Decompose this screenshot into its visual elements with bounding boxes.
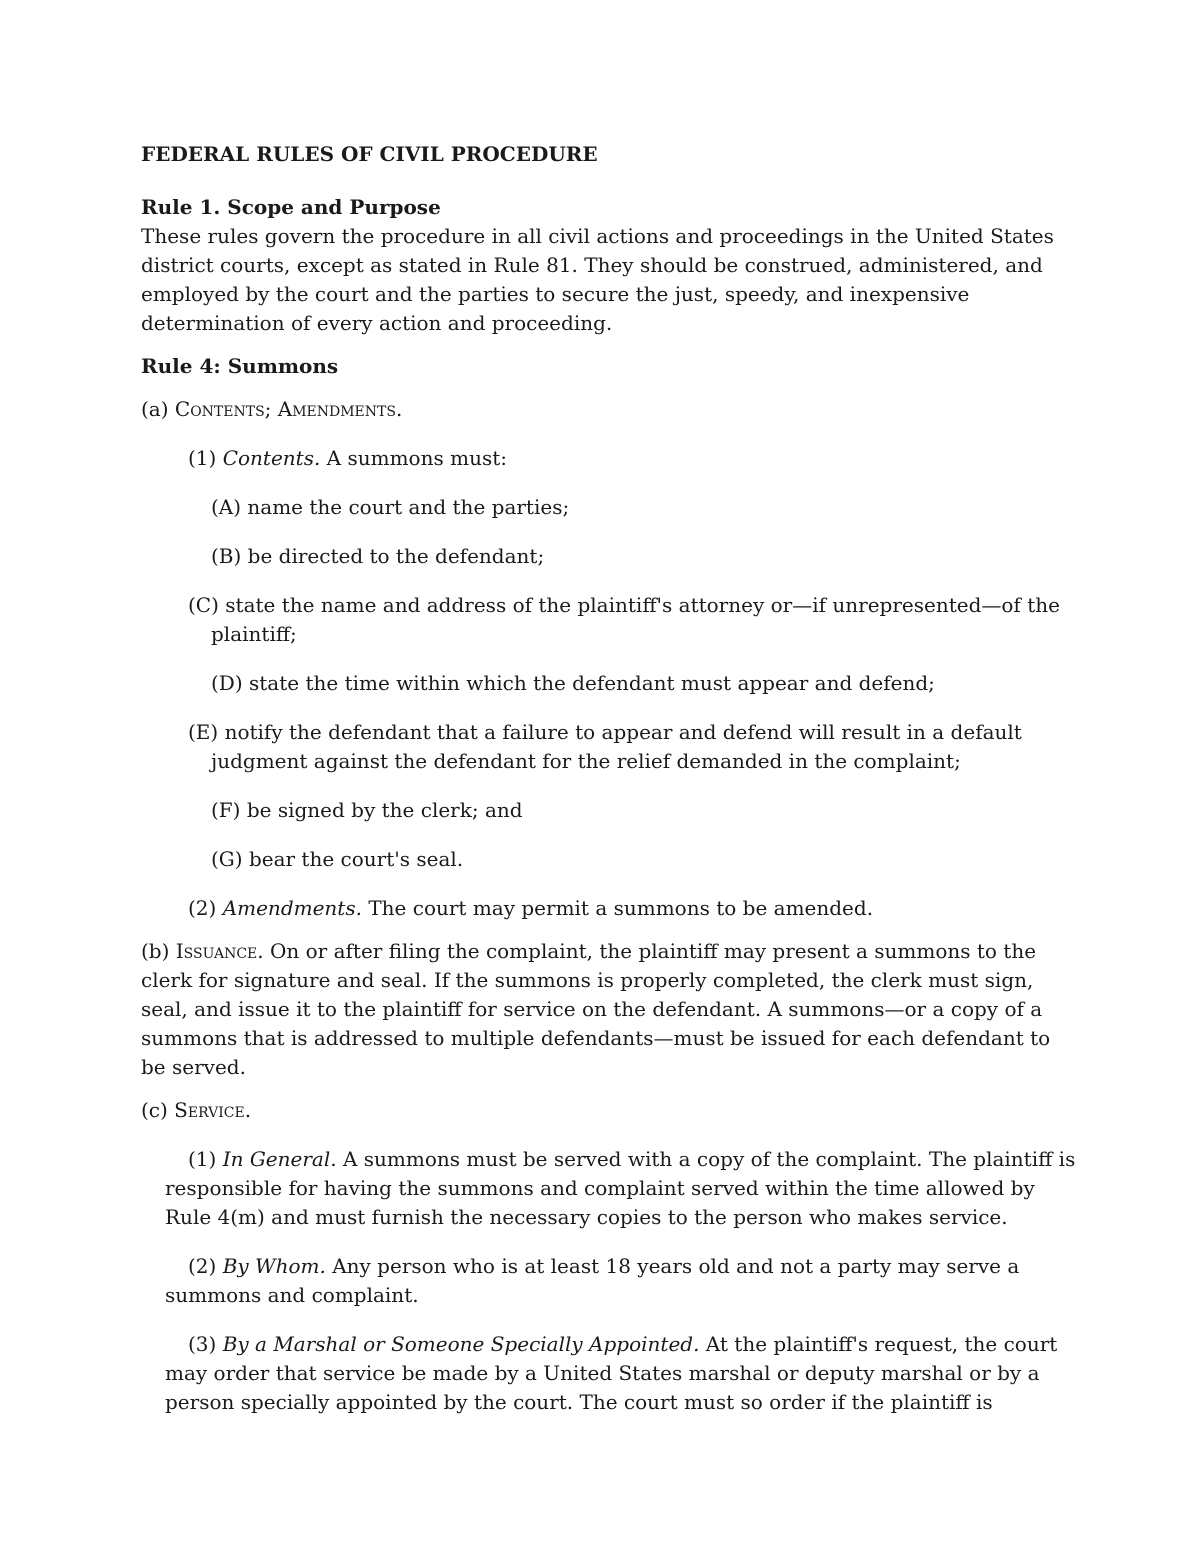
- paragraph-c-2: [165, 1252, 1081, 1310]
- item-a-1-G: [211, 845, 1081, 874]
- rule-4-heading: Rule 4: Summons: [141, 354, 339, 378]
- paragraph-c-3-title: By a Marshal or Someone Specially Appointed.: [222, 1332, 700, 1356]
- rule-1-heading: Rule 1. Scope and Purpose: [141, 195, 441, 219]
- item-text: state the name and address of the plaintiff's attorney or—if unrepresented—of the plaintiff;: [211, 593, 1060, 646]
- paragraph-c-3-marker: (3): [188, 1332, 223, 1356]
- paragraph-c-3: [165, 1330, 1081, 1417]
- paragraph-c-3-text: At the plaintiff's request, the court may order that service be made by a United States marshal or deputy marshal or by a person specially appointed by the court. The court must so order if the plaintiff is: [165, 1332, 1058, 1414]
- subdivision-c-title: Service.: [174, 1098, 252, 1122]
- paragraph-a-2-marker: (2): [188, 896, 223, 920]
- item-text: be directed to the defendant;: [247, 544, 545, 568]
- paragraph-a-1: [188, 444, 1081, 473]
- paragraph-a-2-text: The court may permit a summons to be amended.: [361, 896, 874, 920]
- item-a-1-C: [188, 591, 1081, 649]
- subdivision-c: [141, 1096, 1081, 1125]
- subdivision-b-text: On or after filing the complaint, the plaintiff may present a summons to the clerk for signature and seal. If the summons is properly completed, the clerk must sign, seal, and issue it to the plaintiff for service on the defendant. A summons—or a copy of a summons that is addressed to multiple defendants—must be issued for each defendant to be served.: [141, 939, 1051, 1079]
- item-marker: (E): [188, 720, 225, 744]
- item-text: notify the defendant that a failure to appear and defend will result in a default judgment against the defendant for the relief demanded in the complaint;: [211, 720, 1022, 773]
- item-marker: (G): [211, 847, 249, 871]
- item-text: state the time within which the defendant must appear and defend;: [249, 671, 935, 695]
- item-marker: (C): [188, 593, 226, 617]
- item-a-1-F: [211, 796, 1081, 825]
- item-marker: (A): [211, 495, 248, 519]
- paragraph-c-2-marker: (2): [188, 1254, 223, 1278]
- item-text: bear the court's seal.: [248, 847, 464, 871]
- paragraph-a-1-title: Contents.: [222, 446, 321, 470]
- item-marker: (B): [211, 544, 248, 568]
- paragraph-a-1-marker: (1): [188, 446, 223, 470]
- subdivision-a-marker: (a): [141, 397, 175, 421]
- subdivision-a: [141, 395, 1081, 424]
- paragraph-c-1-text: A summons must be served with a copy of the complaint. The plaintiff is responsible for having the summons and complaint served within the time allowed by Rule 4(m) and must furnish the necessary copies to the person who makes service.: [165, 1147, 1076, 1229]
- paragraph-a-2: [188, 894, 1081, 923]
- paragraph-a-2-title: Amendments.: [222, 896, 362, 920]
- item-text: name the court and the parties;: [247, 495, 570, 519]
- paragraph-c-2-text: Any person who is at least 18 years old and not a party may serve a summons and complaint.: [165, 1254, 1020, 1307]
- subdivision-b-marker: (b): [141, 939, 176, 963]
- paragraph-c-1-title: In General.: [222, 1147, 337, 1171]
- paragraph-c-1: [165, 1145, 1081, 1232]
- paragraph-c-2-title: By Whom.: [222, 1254, 326, 1278]
- rule-1-body: These rules govern the procedure in all civil actions and proceedings in the United States district courts, except as stated in Rule 81. They should be construed, administered, and employed by the court and the parties to secure the just, speedy, and inexpensive determination of every action and proceeding.: [141, 224, 1054, 335]
- item-a-1-B: [211, 542, 1081, 571]
- item-a-1-D: [211, 669, 1081, 698]
- subdivision-b-title: Issuance.: [175, 939, 264, 963]
- item-marker: (D): [211, 671, 249, 695]
- item-a-1-A: [211, 493, 1081, 522]
- item-text: be signed by the clerk; and: [246, 798, 523, 822]
- subdivision-a-title: Contents; Amendments.: [174, 397, 403, 421]
- document-title: FEDERAL RULES OF CIVIL PROCEDURE: [141, 142, 598, 166]
- document-page: [141, 140, 1081, 1431]
- item-marker: (F): [211, 798, 247, 822]
- paragraph-a-1-text: A summons must:: [320, 446, 507, 470]
- item-a-1-E: [188, 718, 1081, 776]
- subdivision-b: [141, 937, 1081, 1082]
- subdivision-c-marker: (c): [141, 1098, 175, 1122]
- paragraph-c-1-marker: (1): [188, 1147, 223, 1171]
